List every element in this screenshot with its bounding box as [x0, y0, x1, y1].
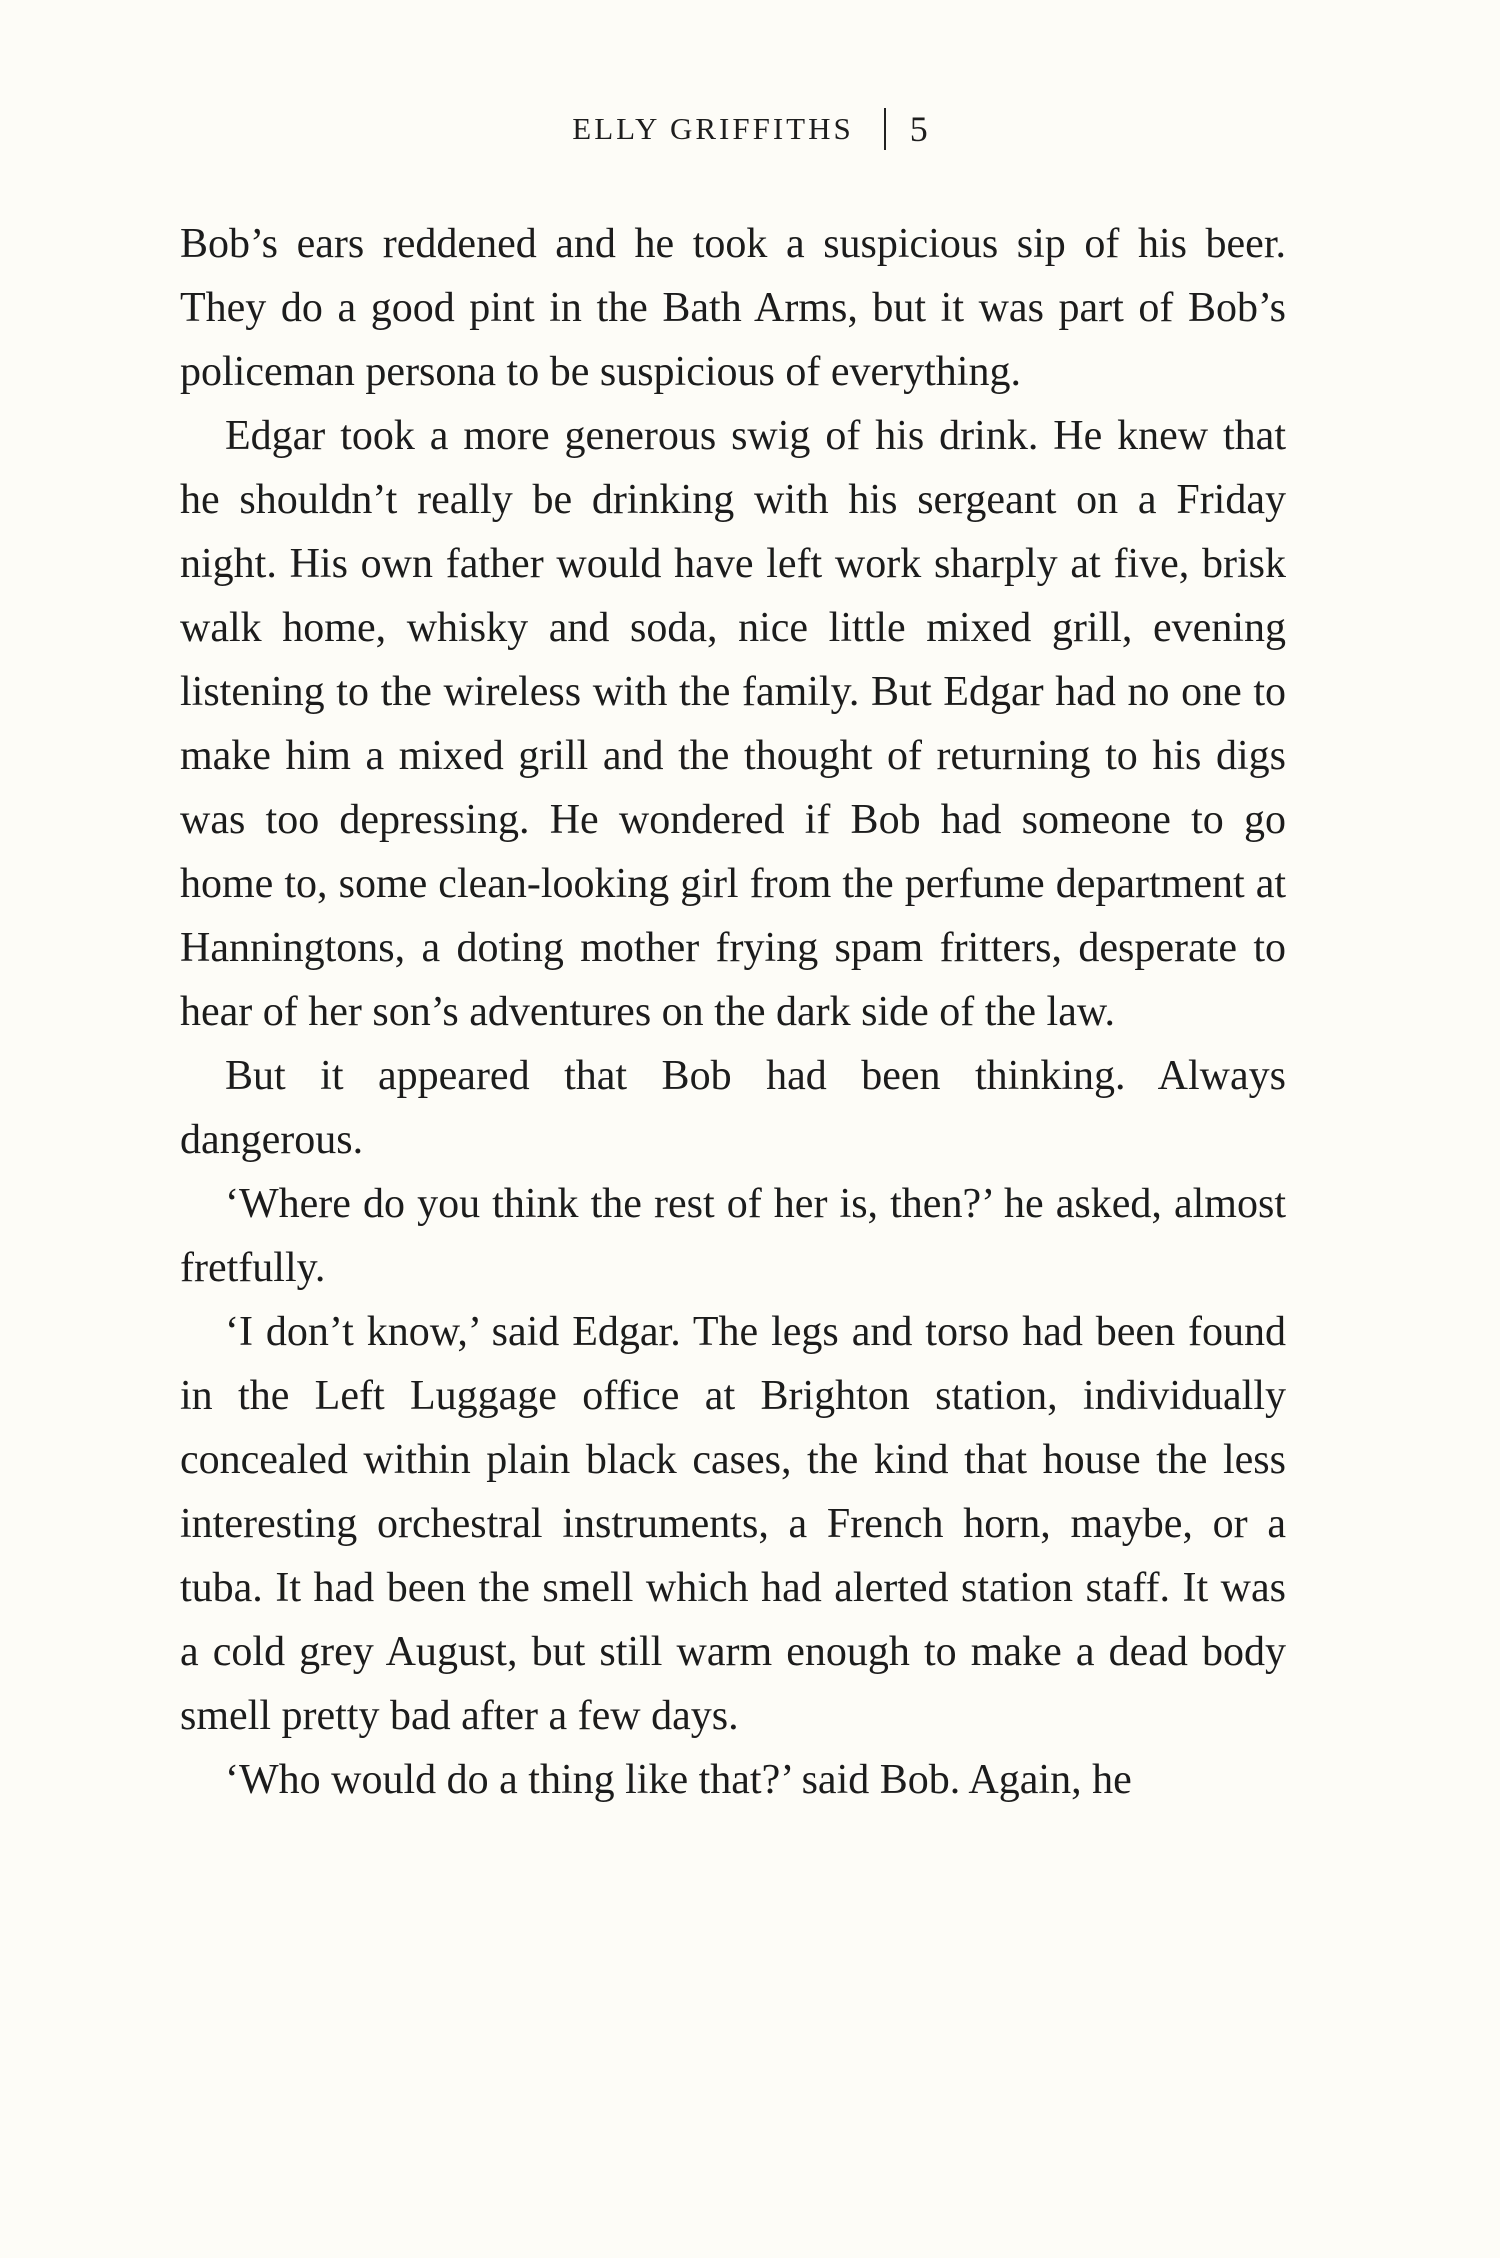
paragraph: ‘I don’t know,’ said Edgar. The legs and torso had been found in the Left Luggage office at Brighton station, individually concealed within plain black cases, the kind that house the less interesting orchestral instruments, a French horn, maybe, or a tuba. It had been the smell which had alerted station staff. It was a cold grey August, but still warm enough to make a dead body smell pretty bad after a few days. [180, 1309, 1286, 1739]
page-number: 5 [909, 109, 928, 149]
paragraph: Edgar took a more generous swig of his drink. He knew that he shouldn’t really be drinking with his sergeant on a Friday night. His own father would have left work sharply at five, brisk walk home, whisky and soda, nice little mixed grill, evening listening to the wireless with the family. But Edgar had no one to make him a mixed grill and the thought of returning to his digs was too depressing. He wondered if Bob had someone to go home to, some clean-looking girl from the perfume department at Hanningtons, a doting mother frying spam fritters, desperate to hear of her son’s adventures on the dark side of the law. [180, 413, 1286, 1035]
paragraph: But it appeared that Bob had been thinking. Always dangerous. [180, 1053, 1286, 1163]
paragraph: ‘Who would do a thing like that?’ said Bob. Again, he [225, 1757, 1132, 1803]
header-divider [884, 108, 886, 150]
body-text [180, 212, 1286, 1812]
running-header [0, 108, 1500, 150]
paragraph: Bob’s ears reddened and he took a suspicious sip of his beer. They do a good pint in the Bath Arms, but it was part of Bob’s policeman persona to be suspicious of everything. [180, 221, 1286, 395]
running-head-author: ELLY GRIFFITHS [572, 111, 854, 146]
paragraph: ‘Where do you think the rest of her is, then?’ he asked, almost fretfully. [180, 1181, 1286, 1291]
